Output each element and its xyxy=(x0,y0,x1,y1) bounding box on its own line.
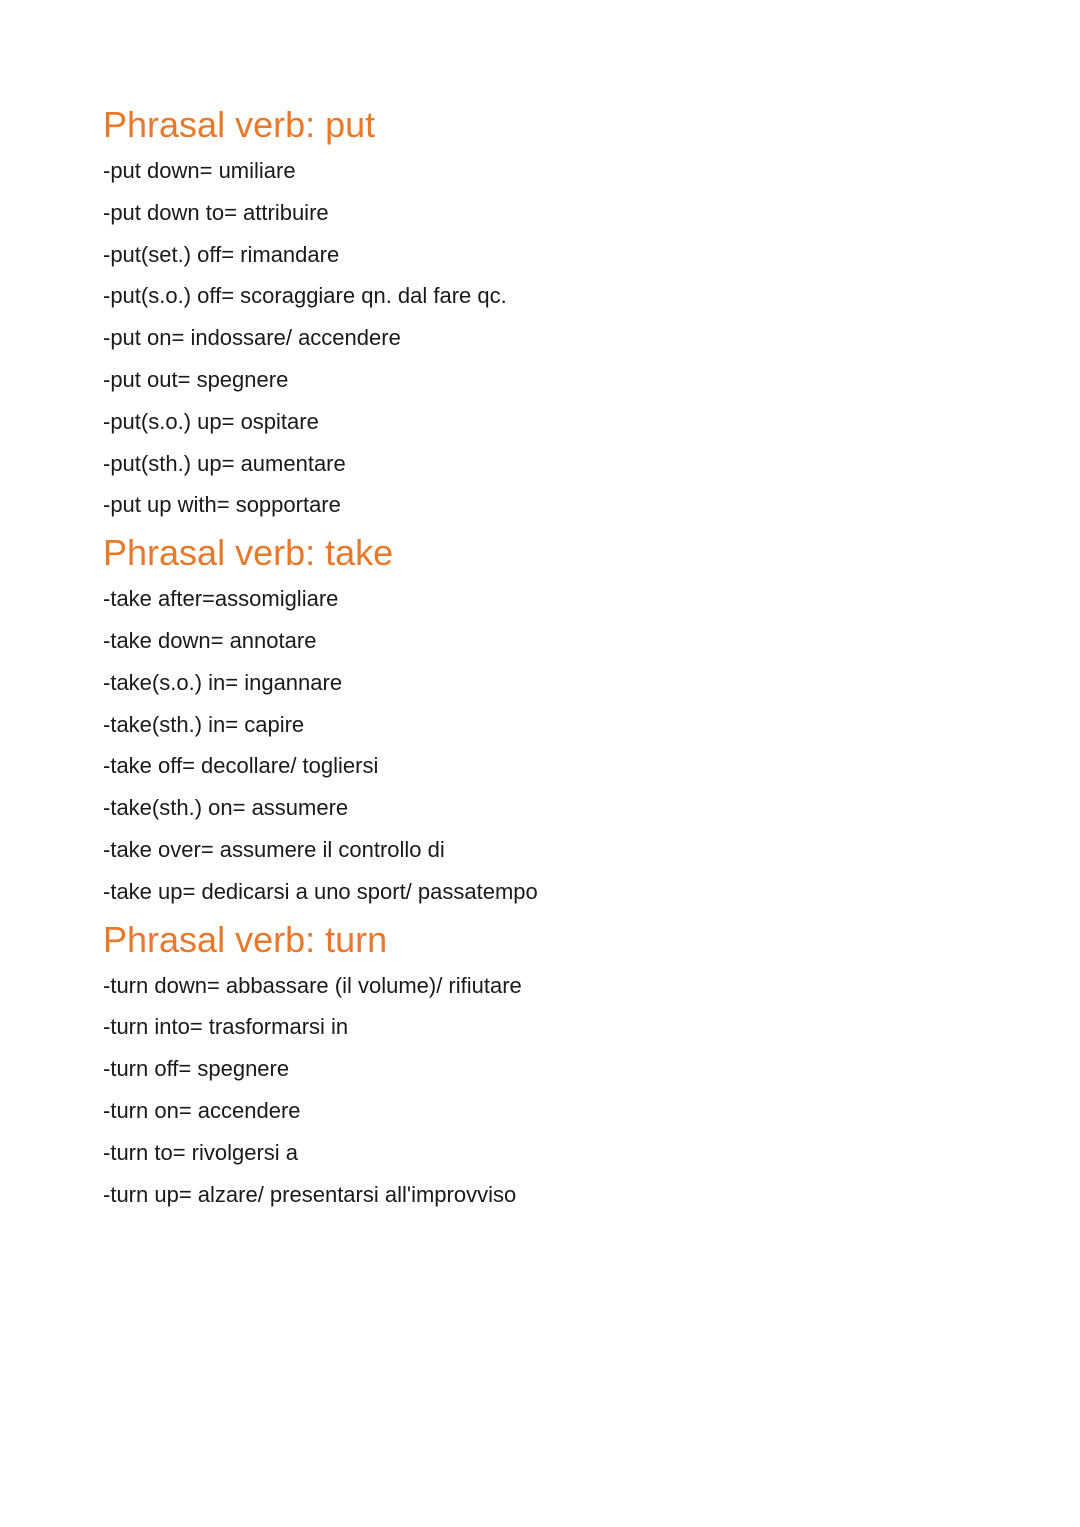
entry-turn-off: -turn off= spegnere xyxy=(103,1056,290,1082)
entry-list-take xyxy=(103,578,1003,912)
entry-take-sth-in: -take(sth.) in= capire xyxy=(103,711,305,737)
section-title-put: Phrasal verb: put xyxy=(103,104,376,145)
entry-put-set-off: -put(set.) off= rimandare xyxy=(103,241,340,267)
entry-turn-down: -turn down= abbassare (il volume)/ rifiutare xyxy=(103,972,522,998)
entry-take-over: -take over= assumere il controllo di xyxy=(103,836,445,862)
entry-put-down: -put down= umiliare xyxy=(103,158,296,183)
entry-take-down: -take down= annotare xyxy=(103,627,317,653)
entry-take-off: -take off= decollare/ togliersi xyxy=(103,753,379,779)
section-take xyxy=(103,528,1003,912)
entry-turn-into: -turn into= trasformarsi in xyxy=(103,1014,349,1040)
entry-put-up-with: -put up with= sopportare xyxy=(103,492,341,518)
entry-take-sth-on: -take(sth.) on= assumere xyxy=(103,795,349,821)
entry-put-on: -put on= indossare/ accendere xyxy=(103,325,401,351)
section-title-turn: Phrasal verb: turn xyxy=(103,918,388,960)
entry-put-sth-up: -put(sth.) up= aumentare xyxy=(103,450,346,476)
entry-turn-on: -turn on= accendere xyxy=(103,1097,301,1123)
entry-put-down-to: -put down to= attribuire xyxy=(103,199,329,225)
entry-list-put xyxy=(103,150,1003,526)
entry-take-up: -take up= dedicarsi a uno sport/ passatempo xyxy=(103,878,538,904)
entry-put-so-up: -put(s.o.) up= ospitare xyxy=(103,408,319,434)
section-put xyxy=(103,100,1003,526)
entry-list-turn xyxy=(103,965,1003,1216)
entry-turn-to: -turn to= rivolgersi a xyxy=(103,1139,299,1165)
section-turn xyxy=(103,915,1003,1216)
entry-put-out: -put out= spegnere xyxy=(103,366,289,392)
section-title-take: Phrasal verb: take xyxy=(103,532,394,574)
entry-turn-up: -turn up= alzare/ presentarsi all'improvviso xyxy=(103,1181,517,1207)
entry-take-so-in: -take(s.o.) in= ingannare xyxy=(103,669,343,695)
document-page xyxy=(103,100,1003,1215)
entry-take-after: -take after=assomigliare xyxy=(103,586,339,612)
entry-put-so-off: -put(s.o.) off= scoraggiare qn. dal fare qc. xyxy=(103,283,507,309)
